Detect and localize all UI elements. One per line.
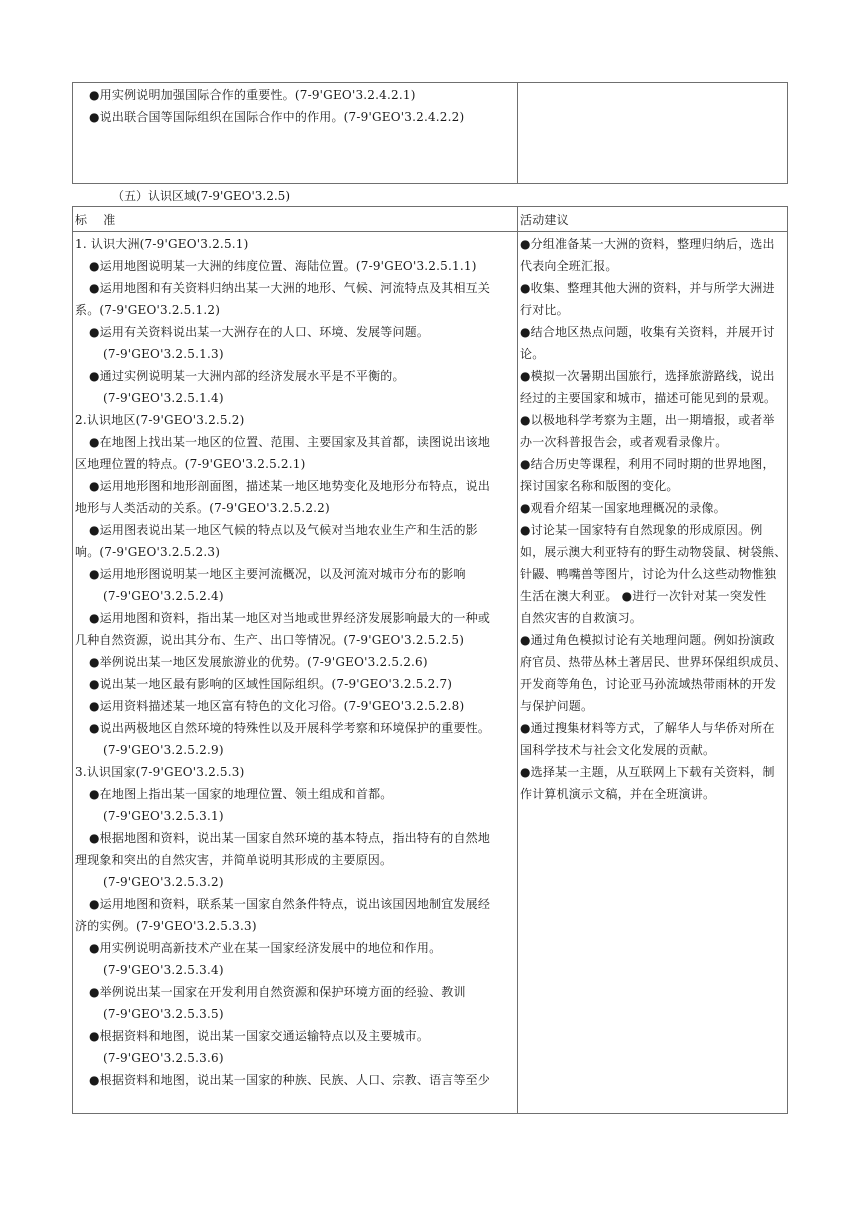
text-line: 生活在澳大利亚。 ●进行一次针对某一突发性	[520, 589, 767, 603]
text-line: 办一次科普报告会，或者观看录像片。	[520, 435, 728, 449]
text-line: (7-9'GEO'3.2.5.3.5)	[103, 1007, 224, 1021]
text-line: ●收集、整理其他大洲的资料，并与所学大洲进	[520, 281, 775, 295]
standards-table	[72, 206, 788, 1114]
text-line: ●在地图上找出某一地区的位置、范围、主要国家及其首都，读图说出该地	[89, 435, 491, 449]
text-line: ●说出联合国等国际组织在国际合作中的作用。(7-9'GEO'3.2.4.2.2)	[89, 110, 465, 124]
text-line: 与保护问题。	[520, 699, 594, 713]
text-line: (7-9'GEO'3.2.5.3.6)	[103, 1051, 224, 1065]
text-line: ●结合地区热点问题，收集有关资料，并展开讨	[520, 325, 775, 339]
text-line: 如，展示澳大利亚特有的野生动物袋鼠、树袋熊、	[520, 545, 787, 559]
text-line: ●说出两极地区自然环境的特殊性以及开展科学考察和环境保护的重要性。	[89, 721, 491, 735]
text-line: ●举例说出某一地区发展旅游业的优势。(7-9'GEO'3.2.5.2.6)	[89, 655, 428, 669]
text-line: 2.认识地区(7-9'GEO'3.2.5.2)	[75, 413, 245, 427]
text-line: ●通过实例说明某一大洲内部的经济发展水平是不平衡的。	[89, 369, 405, 383]
text-line: ●观看介绍某一国家地理概况的录像。	[520, 501, 726, 515]
text-line: ●用实例说明加强国际合作的重要性。(7-9'GEO'3.2.4.2.1)	[89, 88, 416, 102]
top-table	[72, 82, 788, 184]
text-line: 系。(7-9'GEO'3.2.5.1.2)	[75, 303, 221, 317]
text-line: 府官员、热带丛林土著居民、世界环保组织成员、	[520, 655, 787, 669]
text-line: (7-9'GEO'3.2.5.2.4)	[103, 589, 224, 603]
text-line: ●运用地图和有关资料归纳出某一大洲的地形、气候、河流特点及其相互关	[89, 281, 491, 295]
text-line: ●分组准备某一大洲的资料，整理归纳后，选出	[520, 237, 775, 251]
text-line: ●根据地图和资料，说出某一国家自然环境的基本特点，指出特有的自然地	[89, 831, 491, 845]
text-line: 3.认识国家(7-9'GEO'3.2.5.3)	[75, 765, 245, 779]
text-line: ●运用地形图和地形剖面图，描述某一地区地势变化及地形分布特点，说出	[89, 479, 491, 493]
text-line: 自然灾害的自救演习。	[520, 611, 643, 625]
text-line: ●通过搜集材料等方式，了解华人与华侨对所在	[520, 721, 775, 735]
text-line: ●运用地图说明某一大洲的纬度位置、海陆位置。(7-9'GEO'3.2.5.1.1)	[89, 259, 477, 273]
text-line: ●运用有关资料说出某一大洲存在的人口、环境、发展等问题。	[89, 325, 430, 339]
text-line: (7-9'GEO'3.2.5.2.9)	[103, 743, 224, 757]
text-line: 探讨国家名称和版图的变化。	[520, 479, 679, 493]
text-line: ●用实例说明高新技术产业在某一国家经济发展中的地位和作用。	[89, 941, 442, 955]
header-activity-suggestions: 活动建议	[520, 213, 569, 227]
text-line: 行对比。	[520, 303, 569, 317]
text-line: 国科学技术与社会文化发展的贡献。	[520, 743, 716, 757]
text-line: ●运用地图和资料，联系某一国家自然条件特点，说出该国因地制宜发展经	[89, 897, 491, 911]
text-line: ●运用图表说出某一地区气候的特点以及气候对当地农业生产和生活的影	[89, 523, 478, 537]
text-line: 地形与人类活动的关系。(7-9'GEO'3.2.5.2.2)	[75, 501, 330, 515]
text-line: 开发商等角色，讨论亚马孙流域热带雨林的开发	[520, 677, 777, 691]
text-line: ●模拟一次暑期出国旅行，选择旅游路线，说出	[520, 369, 775, 383]
text-line: ●根据资料和地图，说出某一国家的种族、民族、人口、宗教、语言等至少	[89, 1073, 491, 1087]
text-line: (7-9'GEO'3.2.5.3.4)	[103, 963, 224, 977]
text-line: 响。(7-9'GEO'3.2.5.2.3)	[75, 545, 221, 559]
text-line: 针鼹、鸭嘴兽等图片，讨论为什么这些动物惟独	[520, 567, 777, 581]
text-line: ●运用地图和资料，指出某一地区对当地或世界经济发展影响最大的一种或	[89, 611, 491, 625]
text-line: (7-9'GEO'3.2.5.1.4)	[103, 391, 224, 405]
text-line: ●根据资料和地图，说出某一国家交通运输特点以及主要城市。	[89, 1029, 430, 1043]
text-line: 作计算机演示文稿，并在全班演讲。	[520, 787, 716, 801]
text-line: ●运用资料描述某一地区富有特色的文化习俗。(7-9'GEO'3.2.5.2.8)	[89, 699, 465, 713]
text-line: ●举例说出某一国家在开发利用自然资源和保护环境方面的经验、教训	[89, 985, 466, 999]
text-line: 理现象和突出的自然灾害，并简单说明其形成的主要原因。	[75, 853, 393, 867]
text-line: (7-9'GEO'3.2.5.3.1)	[103, 809, 224, 823]
text-line: (7-9'GEO'3.2.5.3.2)	[103, 875, 224, 889]
text-line: 几种自然资源，说出其分布、生产、出口等情况。(7-9'GEO'3.2.5.2.5)	[75, 633, 465, 647]
text-line: 区地理位置的特点。(7-9'GEO'3.2.5.2.1)	[75, 457, 306, 471]
text-line: 济的实例。(7-9'GEO'3.2.5.3.3)	[75, 919, 257, 933]
text-line: ●选择某一主题，从互联网上下载有关资料，制	[520, 765, 775, 779]
text-line: ●讨论某一国家特有自然现象的形成原因。例	[520, 523, 763, 537]
text-line: ●结合历史等课程，利用不同时期的世界地图，	[520, 457, 775, 471]
column-divider	[517, 207, 518, 1113]
top-table-divider	[517, 83, 518, 183]
text-line: 1. 认识大洲(7-9'GEO'3.2.5.1)	[75, 237, 249, 251]
text-line: ●以极地科学考察为主题，出一期墙报，或者举	[520, 413, 775, 427]
text-line: ●运用地形图说明某一地区主要河流概况，以及河流对城市分布的影响	[89, 567, 466, 581]
text-line: 论。	[520, 347, 545, 361]
header-standards: 标 准	[75, 213, 116, 227]
text-line: ●在地图上指出某一国家的地理位置、领土组成和首都。	[89, 787, 393, 801]
text-line: ●说出某一地区最有影响的区域性国际组织。(7-9'GEO'3.2.5.2.7)	[89, 677, 453, 691]
text-line: 经过的主要国家和城市，描述可能见到的景观。	[520, 391, 777, 405]
section-caption: （五）认识区域(7-9'GEO'3.2.5)	[112, 189, 291, 203]
text-line: ●通过角色模拟讨论有关地理问题。例如扮演政	[520, 633, 775, 647]
text-line: 代表向全班汇报。	[520, 259, 618, 273]
header-divider	[73, 231, 787, 232]
text-line: (7-9'GEO'3.2.5.1.3)	[103, 347, 224, 361]
